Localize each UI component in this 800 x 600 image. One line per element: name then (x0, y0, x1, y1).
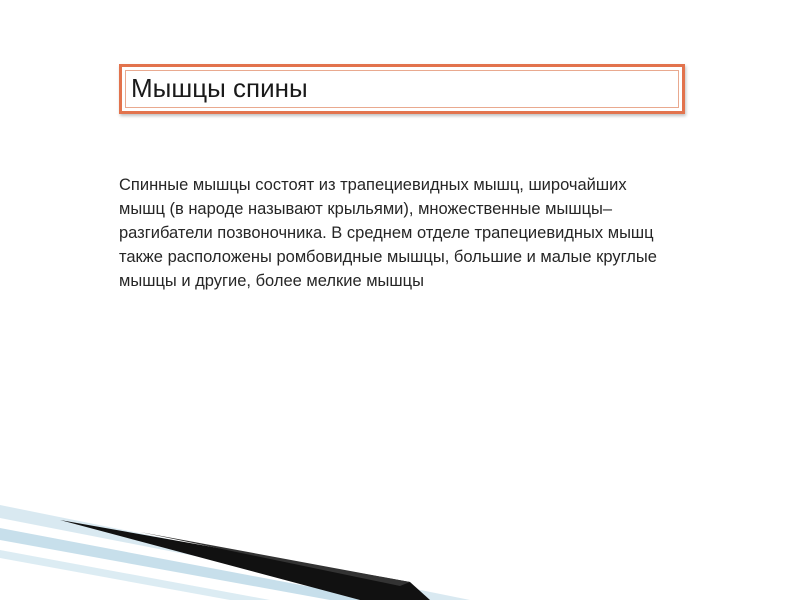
corner-swoosh-decoration (0, 470, 800, 600)
slide-title: Мышцы спины (131, 73, 308, 103)
slide-body-text: Спинные мышцы состоят из трапециевидных мышц, широчайших мышц (в народе называют крыльями), множественные мышцы–разгибатели позвоночника. В среднем отделе трапециевидных мышц также расположены ромбовидные мышцы, большие и малые круглые мышцы и другие, более мелкие мышцы (119, 176, 657, 290)
title-box (119, 64, 685, 114)
swoosh-dark-thin (140, 532, 410, 586)
